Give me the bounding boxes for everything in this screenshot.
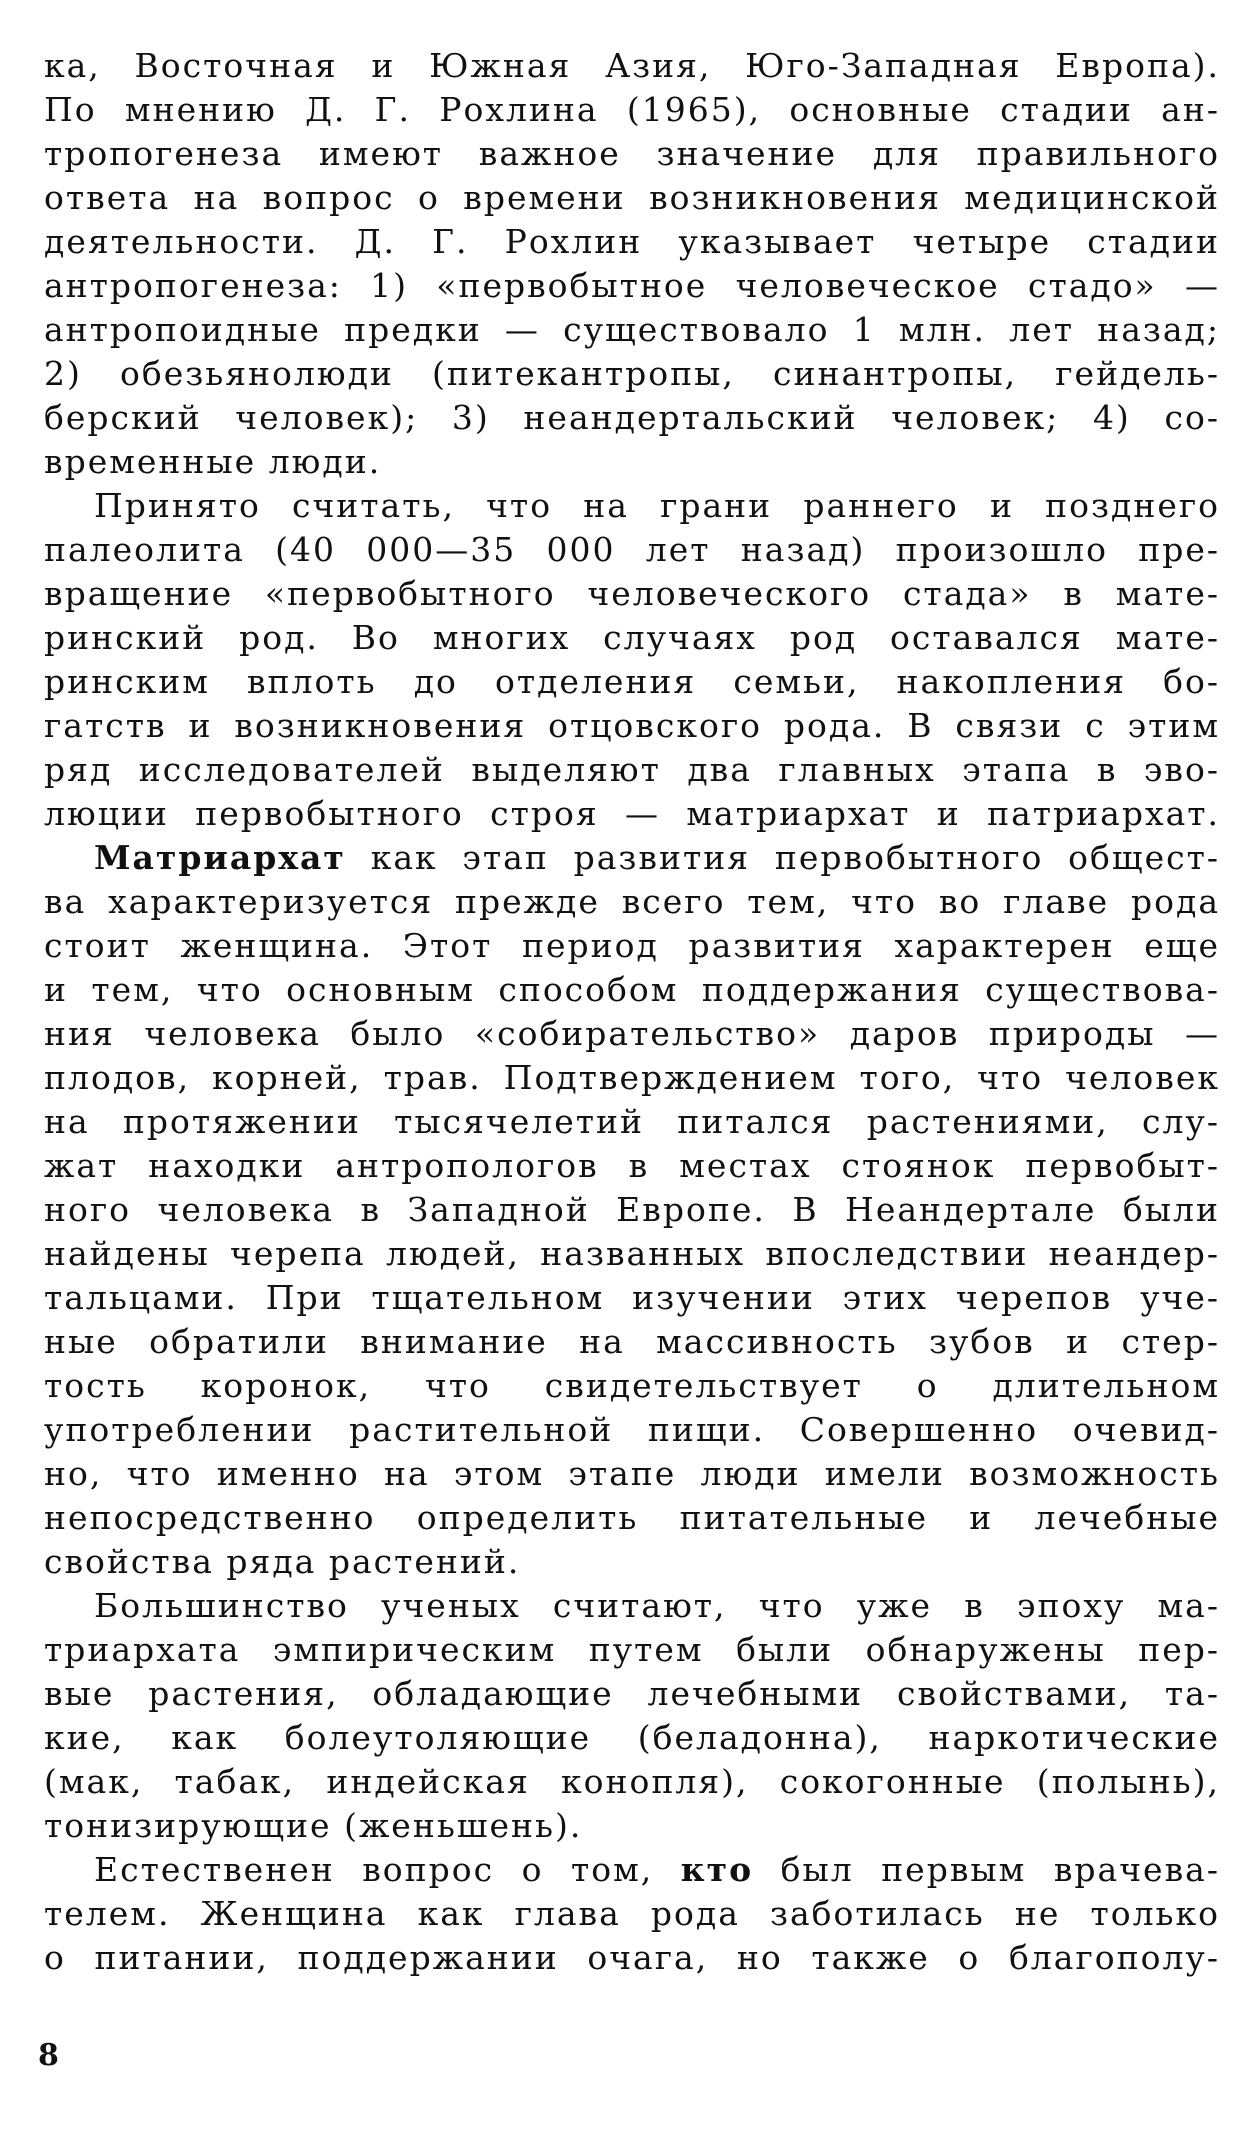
text-line: ные обратили внимание на массивность зубов и стер-	[44, 1322, 1220, 1361]
text-line: жат находки антропологов в местах стоянок первобыт-	[44, 1146, 1220, 1185]
text-line: тость коронок, что свидетельствует о длительном	[44, 1366, 1220, 1405]
text-line: вращение «первобытного человеческого стада» в мате-	[44, 574, 1220, 613]
text-line: тонизирующие (женьшень).	[44, 1806, 583, 1845]
text-line: плодов, корней, трав. Подтверждением того, что человек	[44, 1058, 1220, 1097]
text-line: антропоидные предки — существовало 1 млн. лет назад;	[44, 310, 1220, 349]
text-line: и тем, что основным способом поддержания существова-	[44, 970, 1220, 1009]
text-line: тропогенеза имеют важное значение для правильного	[44, 134, 1220, 173]
text-line	[44, 1848, 1220, 1892]
text-line: вые растения, обладающие лечебными свойствами, та-	[44, 1674, 1220, 1713]
text-line: люции первобытного строя — матриархат и патриархат.	[44, 794, 1220, 833]
text-line: о питании, поддержании очага, но также о благополу-	[44, 1938, 1220, 1977]
text-line: гатств и возникновения отцовского рода. В связи с этим	[44, 706, 1220, 745]
text-line: ответа на вопрос о времени возникновения медицинской	[44, 178, 1220, 217]
text-line: антропогенеза: 1) «первобытное человеческое стадо» —	[44, 266, 1220, 305]
text-line: Принято считать, что на грани раннего и позднего	[94, 486, 1220, 525]
text-line: непосредственно определить питательные и лечебные	[44, 1498, 1220, 1537]
text-line	[44, 836, 1220, 880]
text-line: ринским вплоть до отделения семьи, накопления бо-	[44, 662, 1220, 701]
text-line: тальцами. При тщательном изучении этих черепов уче-	[44, 1278, 1220, 1317]
page-text	[44, 44, 1220, 1980]
text-line: свойства ряда растений.	[44, 1542, 521, 1581]
text-line: на протяжении тысячелетий питался растениями, слу-	[44, 1102, 1220, 1141]
text-line: триархата эмпирическим путем были обнаружены пер-	[44, 1630, 1220, 1669]
text-line-start: Естественен вопрос о том,	[94, 1850, 654, 1889]
text-line: берский человек); 3) неандертальский человек; 4) со-	[44, 398, 1220, 437]
text-line: Большинство ученых считают, что уже в эпоху ма-	[94, 1586, 1220, 1625]
text-line: деятельности. Д. Г. Рохлин указывает четыре стадии	[44, 222, 1220, 261]
text-line-rest: был первым врачева-	[780, 1850, 1220, 1889]
text-line: стоит женщина. Этот период развития характерен еще	[44, 926, 1220, 965]
text-line: ка, Восточная и Южная Азия, Юго-Западная Европа).	[44, 46, 1220, 85]
text-line: ва характеризуется прежде всего тем, что во главе рода	[44, 882, 1220, 921]
text-line: ного человека в Западной Европе. В Неандертале были	[44, 1190, 1220, 1229]
text-line: но, что именно на этом этапе люди имели возможность	[44, 1454, 1220, 1493]
text-line: По мнению Д. Г. Рохлина (1965), основные стадии ан-	[44, 90, 1220, 129]
text-line: 2) обезьянолюди (питекантропы, синантропы, гейдель-	[44, 354, 1220, 393]
bold-term-who: кто	[680, 1850, 754, 1889]
text-line: найдены черепа людей, названных впоследствии неандер-	[44, 1234, 1220, 1273]
text-line: ряд исследователей выделяют два главных этапа в эво-	[44, 750, 1220, 789]
text-line-rest: как этап развития первобытного общест-	[370, 838, 1220, 877]
text-line: временные люди.	[44, 442, 382, 481]
text-line: ринский род. Во многих случаях род оставался мате-	[44, 618, 1220, 657]
page-number: 8	[38, 2038, 59, 2073]
text-line: кие, как болеутоляющие (беладонна), наркотические	[44, 1718, 1220, 1757]
text-line: (мак, табак, индейская конопля), сокогонные (полынь),	[44, 1762, 1220, 1801]
text-line: ния человека было «собирательство» даров природы —	[44, 1014, 1220, 1053]
text-line: употреблении растительной пищи. Совершенно очевид-	[44, 1410, 1220, 1449]
text-line: телем. Женщина как глава рода заботилась не только	[44, 1894, 1220, 1933]
bold-term-matriarchy: Матриархат	[94, 838, 346, 877]
text-line: палеолита (40 000—35 000 лет назад) произошло пре-	[44, 530, 1220, 569]
